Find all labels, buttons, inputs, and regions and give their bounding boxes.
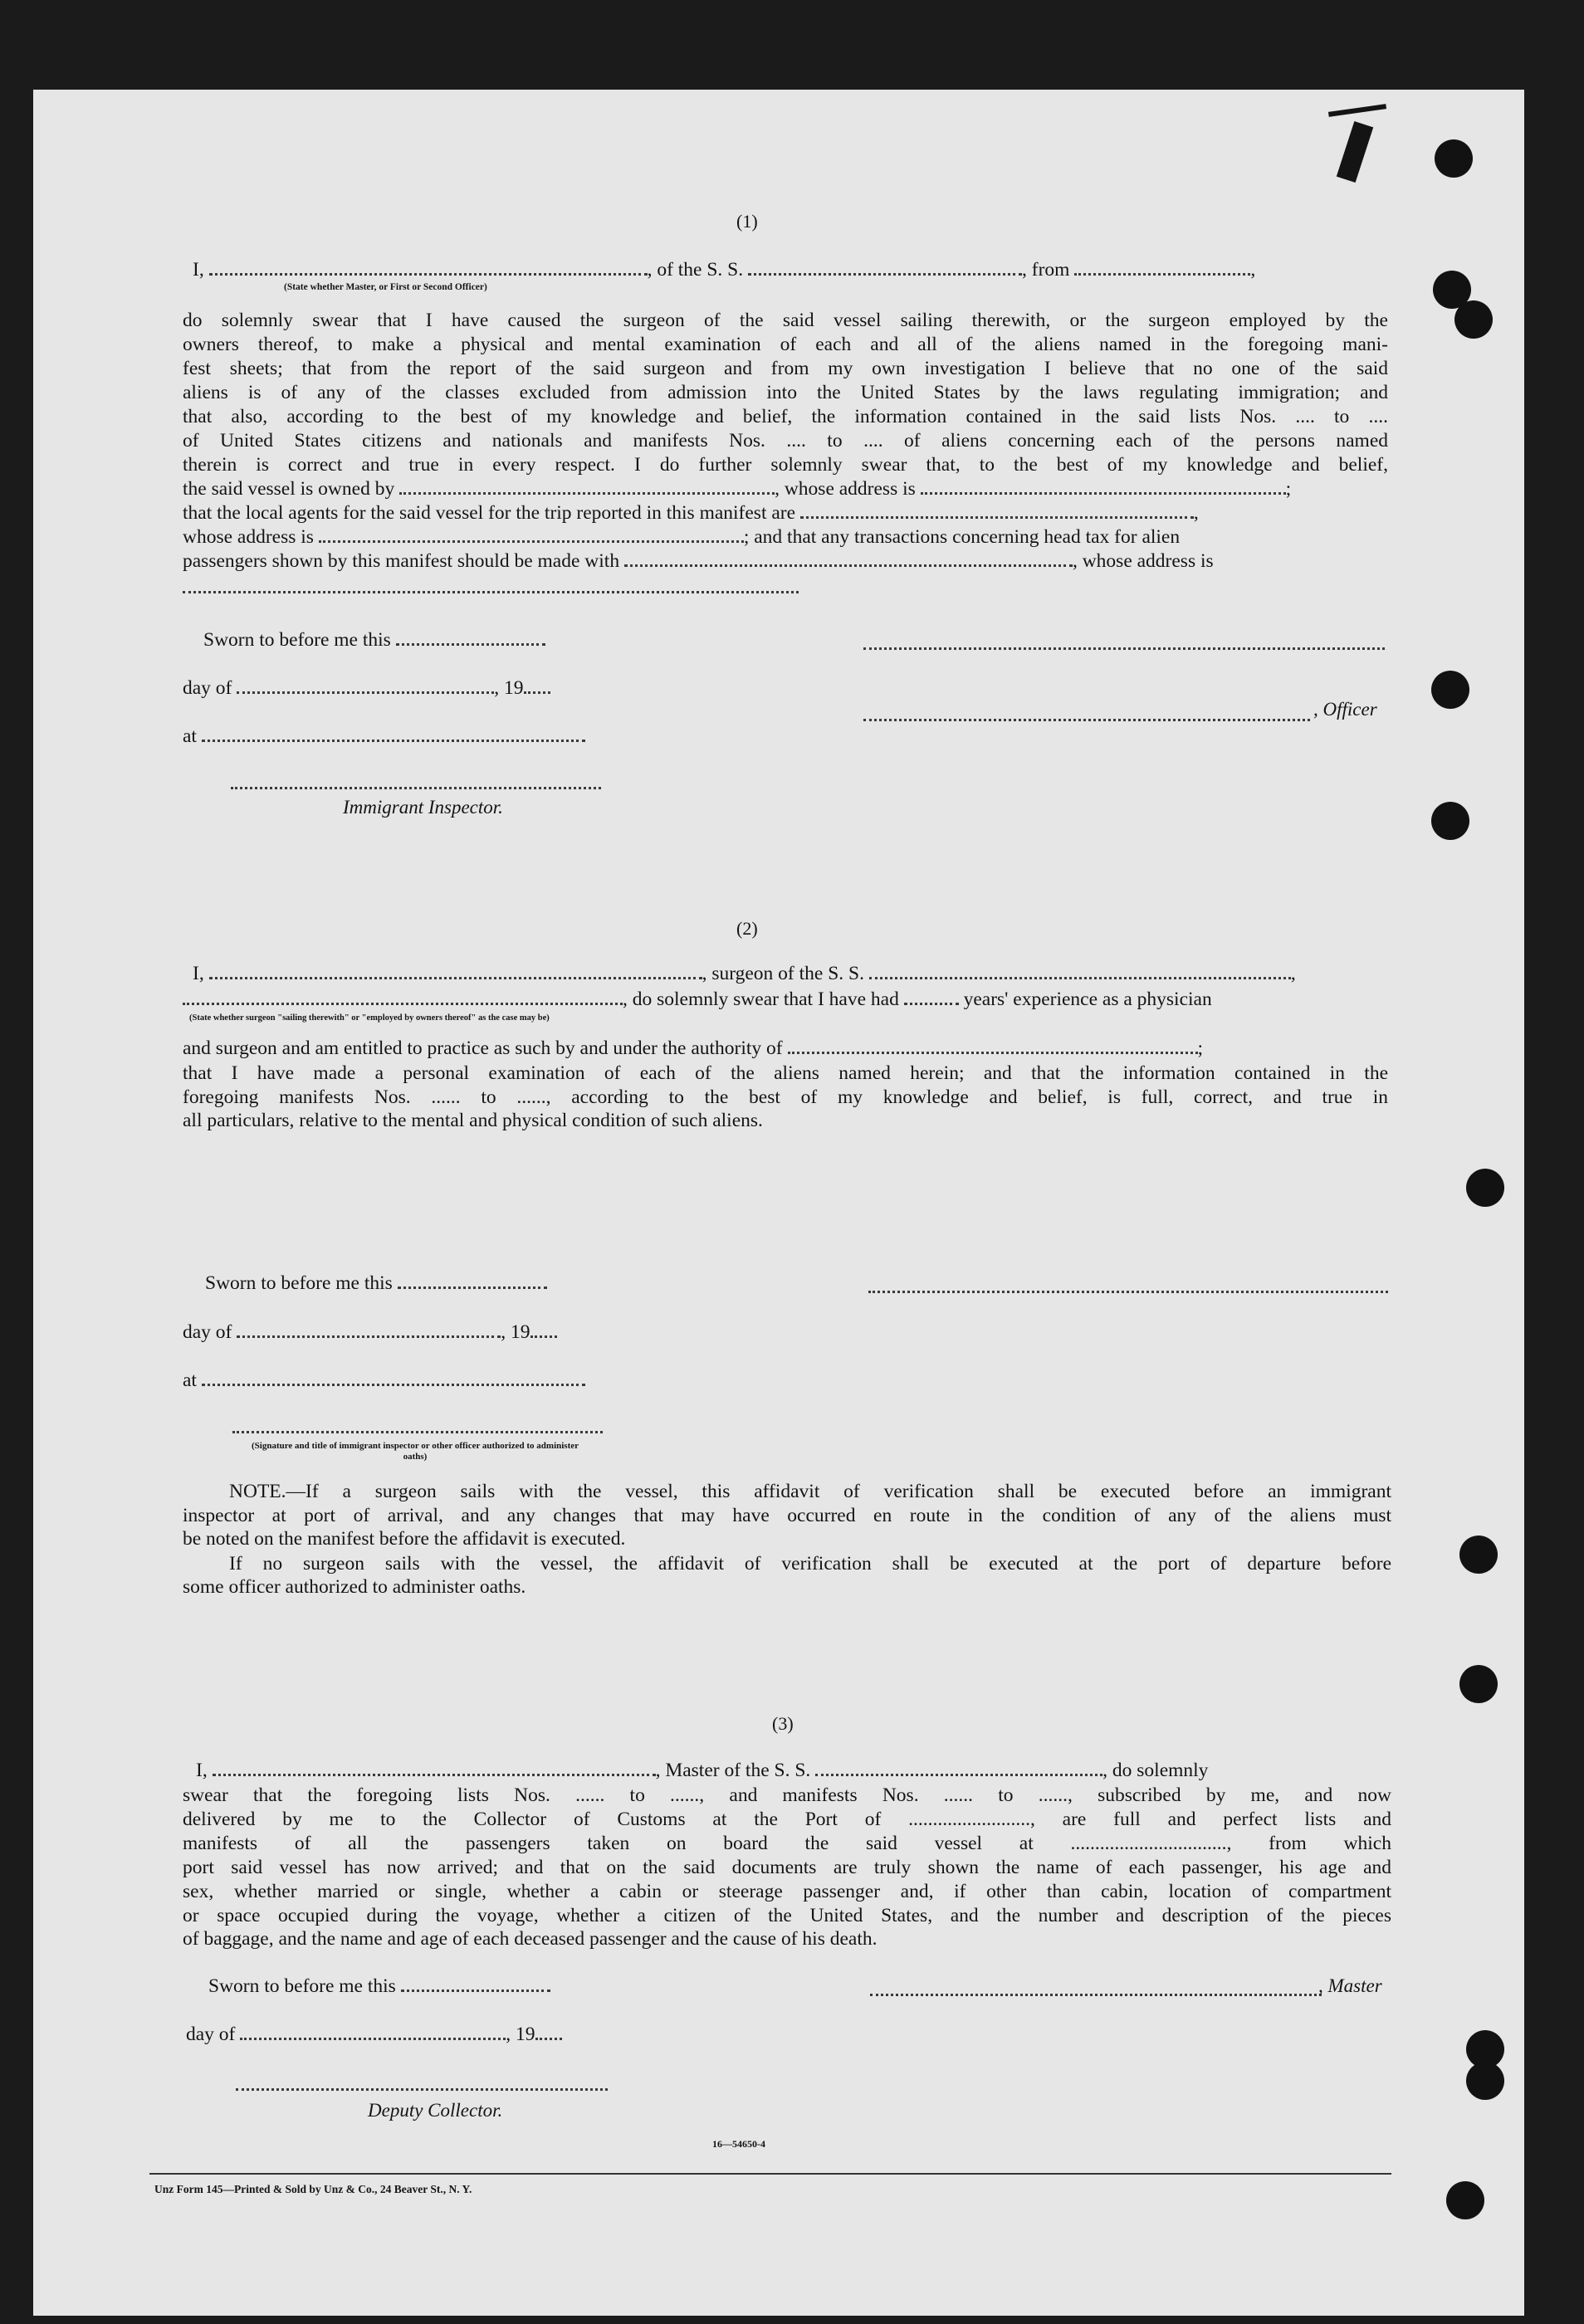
section2-line1-note: (State whether surgeon "sailing therewith" or "employed by owners thereof" as the case may be)	[189, 1013, 550, 1023]
blank-ship-name[interactable]	[815, 1774, 1102, 1776]
section2-sworn: Sworn to before me this	[205, 1272, 547, 1295]
blank-ship-name[interactable]	[869, 977, 1291, 979]
section2-line1: , do solemnly swear that I have had years' experience as a physician	[183, 989, 1212, 1011]
ink-mark	[1337, 121, 1373, 183]
blank-surgeon-signature[interactable]	[868, 1291, 1388, 1293]
blank-master-name[interactable]	[213, 1774, 656, 1776]
section3-day-of: day of , 19	[186, 2024, 562, 2046]
section3-body-line: or space occupied during the voyage, whether a citizen of the United States, and the number and description of the pieces	[183, 1905, 1391, 1926]
binder-hole	[1446, 2181, 1484, 2219]
blank-years-experience[interactable]	[904, 1003, 959, 1005]
blank-officer-title[interactable]	[863, 719, 1310, 721]
section1-agents-line: that the local agents for the said vessel for the trip reported in this manifest are ,	[183, 502, 1199, 524]
section1-body-line: that also, according to the best of my knowledge and belief, the information contained in the said lists Nos. .... to ....	[183, 406, 1388, 427]
form-code: 16—54650-4	[712, 2138, 765, 2150]
section3-body-line: sex, whether married or single, whether a cabin or steerage passenger and, if other than cabin, location of compartment	[183, 1881, 1391, 1902]
binder-hole	[1431, 671, 1469, 709]
blank-from-port[interactable]	[1074, 273, 1250, 276]
blank-place[interactable]	[202, 740, 585, 742]
blank-authority[interactable]	[788, 1052, 1198, 1054]
signature-note: (Signature and title of immigrant inspector or other officer authorized to administer oaths)	[251, 1441, 579, 1462]
section1-sworn: Sworn to before me this	[203, 629, 545, 652]
blank-inspector-signature[interactable]	[231, 787, 601, 789]
section2-note-line3: be noted on the manifest before the affidavit is executed.	[183, 1528, 626, 1550]
blank-sworn-date[interactable]	[398, 1286, 547, 1289]
section1-whose-line: whose address is ; and that any transactions concerning head tax for alien	[183, 526, 1181, 548]
ink-mark	[1328, 104, 1386, 117]
blank-vessel-owner[interactable]	[399, 492, 775, 495]
blank-deputy-signature[interactable]	[236, 2088, 608, 2091]
master-caption: , Master	[1318, 1975, 1382, 1996]
binder-hole	[1435, 139, 1473, 178]
printer-imprint: Unz Form 145—Printed & Sold by Unz & Co., 24 Beaver St., N. Y.	[154, 2183, 472, 2195]
binder-hole	[1466, 2062, 1504, 2100]
deputy-collector-caption: Deputy Collector.	[368, 2100, 503, 2121]
blank-year[interactable]	[524, 691, 550, 694]
footer-rule	[149, 2173, 1391, 2175]
section1-at: at	[183, 725, 585, 748]
blank-witness-signature[interactable]	[232, 1431, 603, 1433]
blank-ship-name[interactable]	[748, 273, 1022, 276]
blank-year[interactable]	[530, 1335, 557, 1338]
section3-last-line: of baggage, and the name and age of each deceased passenger and the cause of his death.	[183, 1928, 878, 1950]
section1-heading: (1)	[736, 211, 758, 232]
binder-hole	[1466, 1169, 1504, 1207]
blank-surgeon-name[interactable]	[209, 977, 702, 979]
blank-day-month[interactable]	[237, 1335, 501, 1338]
section3-body-line: port said vessel has now arrived; and that on the said documents are truly shown the name of each passenger, his age and	[183, 1857, 1391, 1878]
section1-line0-note: (State whether Master, or First or Second Officer)	[284, 282, 487, 292]
section3-body-line: manifests of all the passengers taken on board the said vessel at ................................, from which	[183, 1833, 1391, 1854]
blank-year[interactable]	[535, 2038, 562, 2040]
section2-line0: I, , surgeon of the S. S. ,	[193, 963, 1296, 984]
section1-body-line: aliens is of any of the classes excluded from admission into the United States by the laws regulating immigration; and	[183, 382, 1388, 403]
section2-day-of: day of , 19	[183, 1321, 557, 1344]
section2-note-line: inspector at port of arrival, and any changes that may have occurred en route in the condition of any of the aliens must	[183, 1505, 1391, 1526]
blank-sworn-date[interactable]	[396, 643, 545, 646]
blank-master-signature[interactable]	[870, 1994, 1322, 1996]
blank-place[interactable]	[202, 1384, 585, 1386]
section1-body-line: fest sheets; that from the report of the said surgeon and from my own investigation I believe that no one of the said	[183, 358, 1388, 379]
section1-body-line: of United States citizens and nationals and manifests Nos. .... to .... of aliens concerning each of the persons named	[183, 430, 1388, 452]
section2-body-line: that I have made a personal examination of each of the aliens named herein; and that the information contained in the	[183, 1062, 1388, 1084]
immigrant-inspector-caption: Immigrant Inspector.	[343, 797, 503, 818]
section2-at: at	[183, 1370, 585, 1392]
section3-body-line: swear that the foregoing lists Nos. ...... to ......, and manifests Nos. ...... to ......, subscribed by me, and now	[183, 1784, 1391, 1806]
blank-local-agents[interactable]	[800, 516, 1194, 519]
section2-note2-line2: some officer authorized to administer oaths.	[183, 1576, 526, 1598]
section1-passengers-line: passengers shown by this manifest should be made with , whose address is	[183, 550, 1214, 572]
section2-authority: and surgeon and am entitled to practice as such by and under the authority of ;	[183, 1038, 1204, 1059]
binder-hole	[1459, 1536, 1498, 1574]
blank-officer-name[interactable]	[209, 273, 648, 276]
blank-day-month[interactable]	[240, 2038, 506, 2040]
section2-note-line: NOTE.—If a surgeon sails with the vessel, this affidavit of verification shall be executed before an immigrant	[229, 1481, 1391, 1502]
blank-sworn-date[interactable]	[401, 1990, 550, 1992]
section3-body-line: delivered by me to the Collector of Customs at the Port of ........................., are full and perfect lists and	[183, 1809, 1391, 1830]
blank-day-month[interactable]	[237, 691, 494, 694]
section2-body-line: foregoing manifests Nos. ...... to ......, according to the best of my knowledge and belief, is full, correct, and true in	[183, 1086, 1388, 1108]
blank-surgeon-status[interactable]	[183, 1003, 623, 1005]
section1-day-of: day of , 19	[183, 677, 550, 700]
section1-owned-line: the said vessel is owned by , whose address is ;	[183, 478, 1292, 500]
blank-agents-address[interactable]	[319, 540, 744, 543]
section1-body-line: therein is correct and true in every respect. I do further solemnly swear that, to the best of my knowledge and belief,	[183, 454, 1388, 476]
blank-officer-signature[interactable]	[863, 647, 1385, 650]
blank-head-tax-party[interactable]	[624, 564, 1073, 567]
section1-line0: I, , of the S. S. , from ,	[193, 259, 1256, 281]
section3-sworn: Sworn to before me this	[208, 1975, 550, 1998]
section2-heading: (2)	[736, 918, 758, 939]
binder-hole	[1459, 1665, 1498, 1703]
section1-body-line: do solemnly swear that I have caused the surgeon of the said vessel sailing therewith, or the surgeon employed by the	[183, 310, 1388, 331]
officer-caption: , Officer	[1313, 699, 1377, 720]
section3-heading: (3)	[772, 1713, 794, 1734]
section3-line0: I, , Master of the S. S. , do solemnly	[196, 1760, 1209, 1781]
binder-hole	[1454, 300, 1493, 339]
section2-note2-line: If no surgeon sails with the vessel, the affidavit of verification shall be executed at the port of departure before	[229, 1553, 1391, 1575]
blank-head-tax-address[interactable]	[183, 591, 799, 593]
blank-owner-address[interactable]	[921, 492, 1286, 495]
binder-hole	[1431, 802, 1469, 840]
section2-last-line: all particulars, relative to the mental and physical condition of such aliens.	[183, 1110, 763, 1131]
section1-body-line: owners thereof, to make a physical and mental examination of each and all of the aliens named in the foregoing mani-	[183, 334, 1388, 355]
manifest-sheet	[33, 90, 1524, 2316]
